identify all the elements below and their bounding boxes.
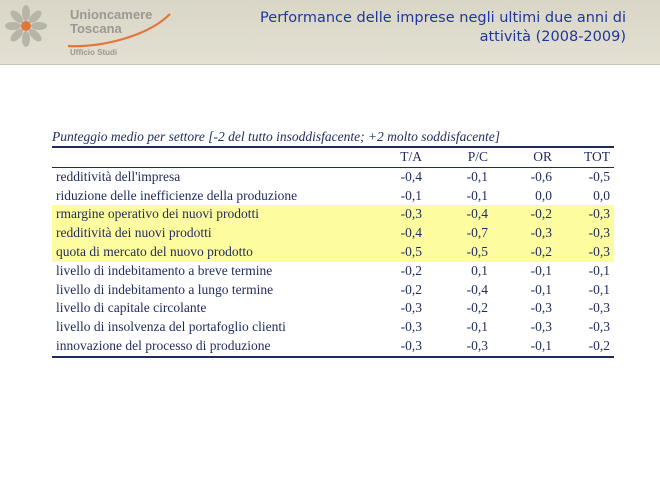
- cell-or: -0,1: [530, 281, 552, 297]
- row-label: redditività dell'impresa: [56, 168, 181, 184]
- cell-ta: -0,3: [400, 337, 422, 353]
- cell-ta: -0,3: [400, 300, 422, 316]
- cell-ta: -0,2: [400, 281, 422, 297]
- score-table-container: [52, 127, 614, 358]
- cell-ta: -0,2: [400, 262, 422, 278]
- table-caption: Punteggio medio per settore [-2 del tutto insoddisfacente; +2 molto soddisfacente]: [52, 129, 501, 144]
- row-label: rmargine operativo dei nuovi prodotti: [52, 205, 372, 224]
- table-row: [52, 318, 614, 337]
- cell-ta: -0,4: [400, 168, 422, 184]
- row-label: livello di capitale circolante: [56, 300, 207, 316]
- cell-tot: 0,0: [593, 187, 610, 203]
- table-row: [52, 224, 614, 243]
- row-label: innovazione del processo di produzione: [56, 337, 271, 353]
- score-table: [52, 146, 614, 358]
- cell-tot: -0,1: [588, 281, 610, 297]
- cell-pc: -0,3: [466, 337, 488, 353]
- cell-pc: -0,4: [426, 205, 492, 224]
- cell-pc: -0,2: [466, 300, 488, 316]
- column-header-pc: P/C: [467, 149, 488, 164]
- cell-tot: -0,1: [588, 262, 610, 278]
- cell-or: -0,2: [492, 205, 556, 224]
- cell-ta: -0,5: [372, 243, 426, 262]
- cell-or: -0,2: [492, 243, 556, 262]
- cell-or: -0,6: [530, 168, 552, 184]
- org-name: Unioncamere Toscana: [70, 7, 153, 36]
- table-row: [52, 243, 614, 262]
- cell-tot: -0,3: [556, 224, 614, 243]
- cell-tot: -0,3: [588, 319, 610, 335]
- table-row: [52, 167, 614, 186]
- cell-pc: 0,1: [471, 262, 488, 278]
- cell-or: -0,1: [530, 337, 552, 353]
- table-row: [52, 299, 614, 318]
- cell-tot: -0,3: [588, 300, 610, 316]
- unioncamere-logo-icon: [4, 4, 48, 48]
- column-header-label: [52, 147, 372, 167]
- row-label: livello di indebitamento a lungo termine: [56, 281, 274, 297]
- table-row: [52, 205, 614, 224]
- header-band: [0, 0, 660, 65]
- cell-pc: -0,1: [466, 319, 488, 335]
- column-header-tot: TOT: [584, 149, 610, 164]
- cell-pc: -0,1: [466, 187, 488, 203]
- column-header-ta: T/A: [400, 149, 422, 164]
- org-subtitle: Ufficio Studi: [70, 48, 118, 57]
- cell-or: 0,0: [535, 187, 552, 203]
- row-label: riduzione delle inefficienze della produzione: [56, 187, 298, 203]
- cell-pc: -0,4: [466, 281, 488, 297]
- cell-or: -0,1: [530, 262, 552, 278]
- cell-pc: -0,7: [426, 224, 492, 243]
- cell-tot: -0,2: [588, 337, 610, 353]
- logo-swoosh-icon: [66, 8, 176, 50]
- cell-tot: -0,5: [588, 168, 610, 184]
- slide-title: Performance delle imprese negli ultimi due anni di attività (2008-2009): [260, 10, 626, 45]
- cell-tot: -0,3: [556, 205, 614, 224]
- cell-ta: -0,3: [372, 205, 426, 224]
- cell-ta: -0,1: [400, 187, 422, 203]
- cell-ta: -0,4: [372, 224, 426, 243]
- cell-pc: -0,5: [426, 243, 492, 262]
- row-label: livello di indebitamento a breve termine: [56, 262, 273, 278]
- table-row: [52, 262, 614, 281]
- table-header-row: [52, 147, 614, 167]
- cell-or: -0,3: [530, 300, 552, 316]
- row-label: quota di mercato del nuovo prodotto: [52, 243, 372, 262]
- row-label: redditività dei nuovi prodotti: [52, 224, 372, 243]
- cell-tot: -0,3: [556, 243, 614, 262]
- cell-pc: -0,1: [466, 168, 488, 184]
- column-header-or: OR: [533, 149, 552, 164]
- cell-ta: -0,3: [400, 319, 422, 335]
- row-label: livello di insolvenza del portafoglio clienti: [56, 319, 286, 335]
- table-row: [52, 187, 614, 206]
- cell-or: -0,3: [492, 224, 556, 243]
- table-row: [52, 337, 614, 357]
- table-row: [52, 281, 614, 300]
- cell-or: -0,3: [530, 319, 552, 335]
